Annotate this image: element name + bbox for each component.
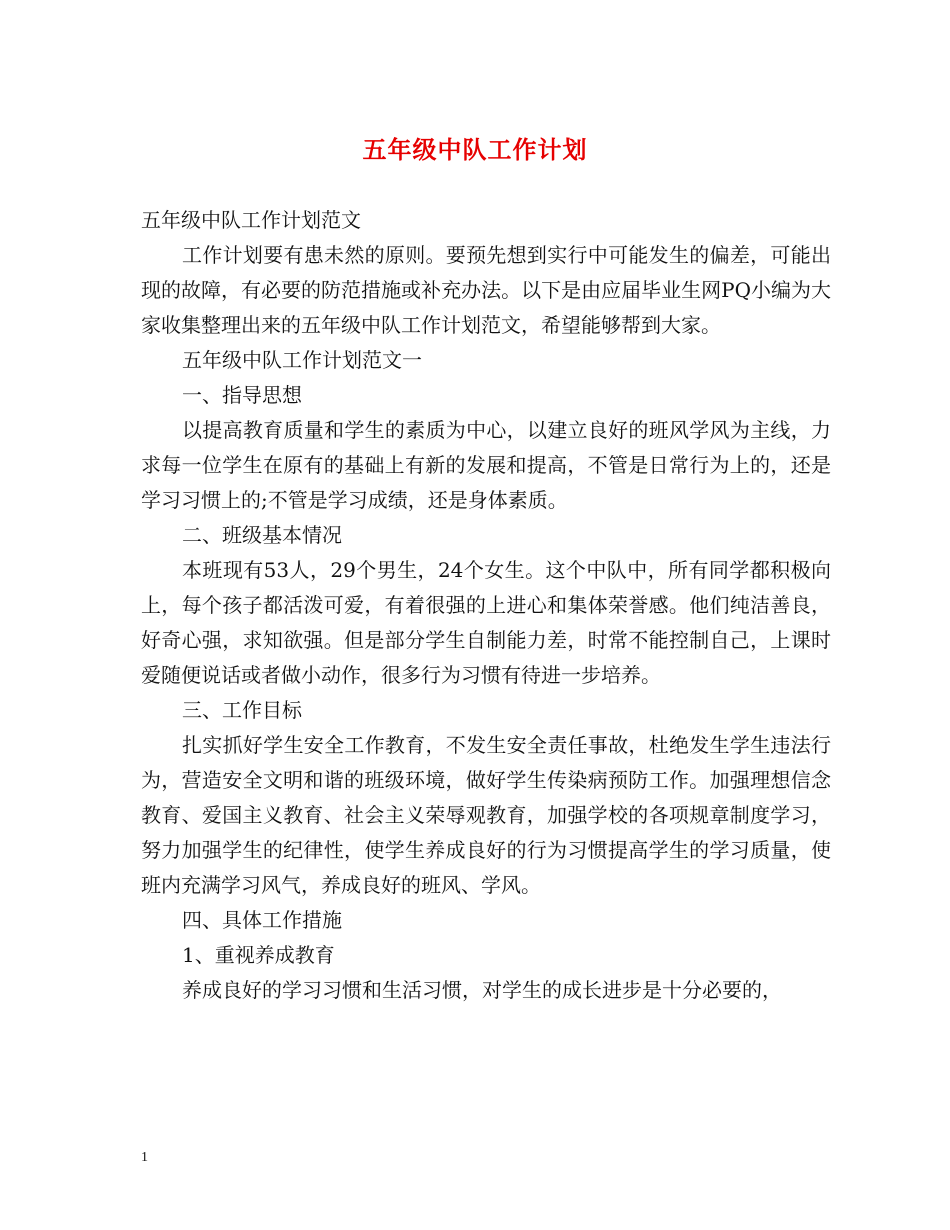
document-body — [141, 203, 831, 1008]
paragraph: 本班现有53人，29个男生，24个女生。这个中队中，所有同学都积极向上，每个孩子都活泼可爱，有着很强的上进心和集体荣誉感。他们纯洁善良，好奇心强，求知欲强。但是部分学生自制能力差，时常不能控制自己，上课时爱随便说话或者做小动作，很多行为习惯有待进一步培养。 — [141, 558, 831, 687]
document-title: 五年级中队工作计划 — [362, 135, 588, 164]
section-heading: 三、工作目标 — [182, 698, 302, 722]
paragraph: 工作计划要有患未然的原则。要预先想到实行中可能发生的偏差，可能出现的故障，有必要的防范措施或补充办法。以下是由应届毕业生网PQ小编为大家收集整理出来的五年级中队工作计划范文，希望能够帮到大家。 — [141, 243, 831, 337]
section-heading: 五年级中队工作计划范文一 — [182, 348, 422, 372]
paragraph: 五年级中队工作计划范文 — [141, 208, 361, 232]
paragraph: 以提高教育质量和学生的素质为中心，以建立良好的班风学风为主线，力求每一位学生在原有的基础上有新的发展和提高，不管是日常行为上的，还是学习习惯上的;不管是学习成绩，还是身体素质。 — [141, 418, 831, 512]
section-heading: 一、指导思想 — [182, 383, 302, 407]
paragraph: 养成良好的学习习惯和生活习惯，对学生的成长进步是十分必要的， — [182, 978, 782, 1002]
paragraph: 扎实抓好学生安全工作教育，不发生安全责任事故，杜绝发生学生违法行为，营造安全文明和谐的班级环境，做好学生传染病预防工作。加强理想信念教育、爱国主义教育、社会主义荣辱观教育，加强学校的各项规章制度学习，努力加强学生的纪律性，使学生养成良好的行为习惯提高学生的学习质量，使班内充满学习风气，养成良好的班风、学风。 — [141, 733, 831, 897]
section-heading: 二、班级基本情况 — [182, 523, 342, 547]
subsection-heading: 1、重视养成教育 — [182, 943, 335, 967]
section-heading: 四、具体工作措施 — [182, 908, 342, 932]
page-number: 1 — [141, 1150, 148, 1165]
